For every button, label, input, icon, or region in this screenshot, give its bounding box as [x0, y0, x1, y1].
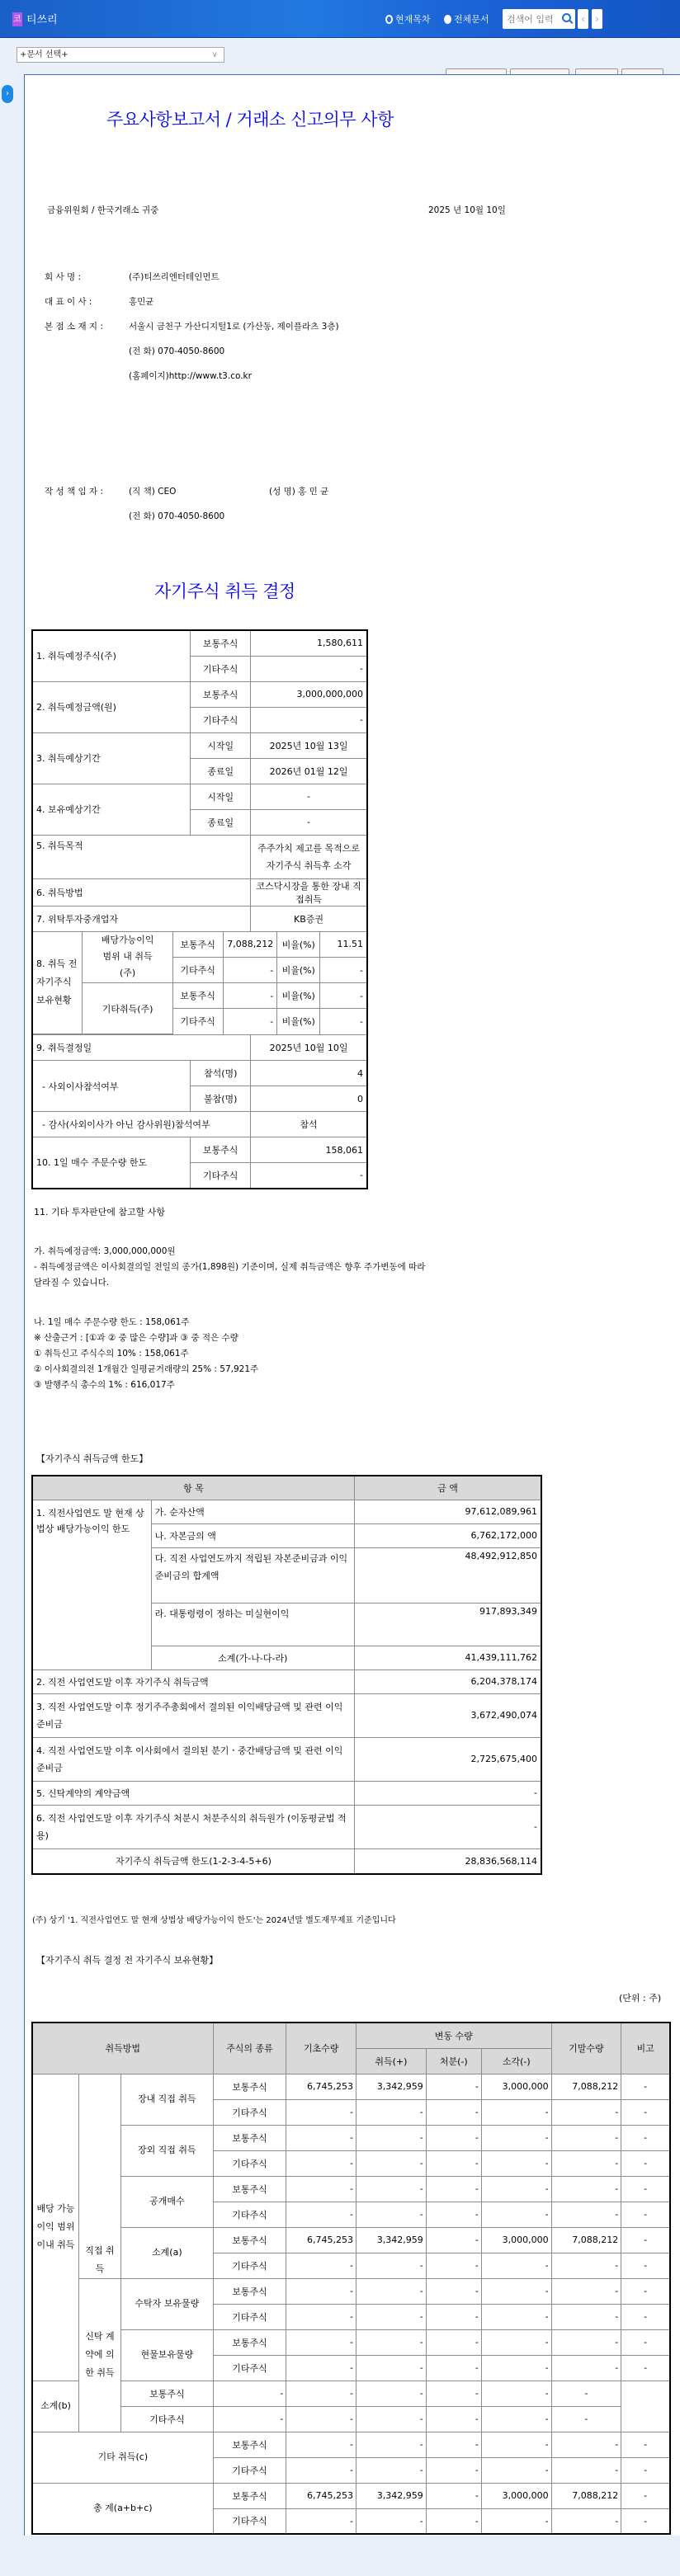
value-cell: - [251, 656, 367, 681]
writer-phone: (전 화) 070-4050-8600 [129, 511, 225, 521]
quantity-cell: 6,745,253 [286, 2483, 357, 2508]
holding-body [32, 2074, 670, 2534]
radio-filled-icon [444, 15, 451, 24]
radio-current-toc[interactable] [385, 12, 431, 26]
value-cell: 3,000,000,000 [251, 681, 367, 707]
row8-label: 8. 취득 전 자기주식 보유현황 [33, 932, 83, 1034]
value-cell: 1,580,611 [251, 630, 367, 656]
note-line: - 취득예정금액은 이사회결의일 전일의 종가(1,898원) 기준이며, 실제 취득금액은 향후 주가변동에 따라 [34, 1262, 426, 1272]
quantity-cell: - [481, 2457, 551, 2483]
quantity-cell: - [426, 2278, 481, 2304]
row7-label: 7. 위탁투자중개업자 [32, 906, 251, 931]
quantity-cell: - [286, 2304, 357, 2329]
share-kind-cell: 보통주식 [213, 2483, 286, 2508]
quantity-cell: - [286, 2432, 357, 2457]
quantity-cell: 6,745,253 [286, 2227, 357, 2253]
header-kind: 주식의 종류 [213, 2023, 286, 2074]
quantity-cell: - [357, 2253, 427, 2278]
limit-row-label: 다. 직전 사업연도까지 적립된 자본준비금과 이익준비금의 합계액 [151, 1547, 354, 1603]
quantity-cell: - [357, 2176, 427, 2202]
share-type-common: 보통주식 [191, 681, 251, 707]
quantity-cell: - [426, 2227, 481, 2253]
quantity-cell: - [481, 2150, 551, 2176]
header-end: 기말수량 [551, 2023, 621, 2074]
quantity-cell: - [621, 2125, 670, 2150]
radio-current-label: 현재목차 [395, 14, 431, 25]
tender-label: 공개매수 [121, 2176, 214, 2227]
quantity-cell: - [621, 2329, 670, 2355]
limit-row-label: 6. 직전 사업연도말 이후 자기주식 처분시 처분주식의 취득원가 (이동평균법 적용) [32, 1805, 354, 1848]
quantity-cell: - [551, 2202, 621, 2227]
other-acq-label: 기타 취득(c) [32, 2432, 213, 2483]
quantity-cell: - [551, 2457, 621, 2483]
row6-label: 6. 취득방법 [32, 878, 251, 906]
quantity-cell: 3,000,000 [481, 2074, 551, 2099]
limit-row-amount: 6,762,172,000 [354, 1523, 541, 1547]
quantity-cell: - [621, 2304, 670, 2329]
quantity-cell: - [481, 2406, 551, 2432]
table-row [32, 2074, 670, 2099]
header-change: 변동 수량 [357, 2023, 552, 2048]
quantity-cell: - [621, 2508, 670, 2534]
quantity-cell: - [286, 2329, 357, 2355]
share-kind-cell: 기타주식 [213, 2202, 286, 2227]
quantity-cell: - [481, 2304, 551, 2329]
chevron-down-icon: ∨ [211, 50, 218, 59]
next-result-button[interactable]: › [592, 9, 602, 29]
quantity-cell: - [426, 2202, 481, 2227]
header-begin: 기초수량 [286, 2023, 357, 2074]
limit-row-label: 2. 직전 사업연도말 이후 자기주식 취득금액 [32, 1669, 354, 1693]
share-kind-cell: 기타주식 [121, 2406, 214, 2432]
quantity-cell: - [286, 2253, 357, 2278]
table-row [32, 2406, 670, 2432]
writer-name: (성 명) 홍 민 균 [269, 487, 329, 497]
sidebar-toggle-button[interactable]: › [2, 85, 13, 103]
ratio-label: 비율(%) [277, 958, 320, 983]
quantity-cell: - [357, 2278, 427, 2304]
auditor-label: - 감사(사외이사가 아닌 감사위원)참석여부 [32, 1112, 251, 1137]
share-kind-cell: 보통주식 [213, 2125, 286, 2150]
other-acq-label: 기타취득(주) [83, 983, 172, 1034]
header-item: 항 목 [32, 1476, 354, 1500]
quantity-cell: - [286, 2508, 357, 2534]
radio-all-label: 전체문서 [454, 14, 489, 25]
purpose-cell [251, 835, 367, 878]
quantity-cell: - [426, 2483, 481, 2508]
quantity-cell: - [551, 2432, 621, 2457]
value-cell: - [320, 983, 366, 1009]
start-date-label: 시작일 [191, 784, 251, 809]
quantity-cell: - [426, 2099, 481, 2125]
company-phone: (전 화) 070-4050-8600 [129, 346, 225, 356]
ceo-name: 홍민균 [129, 297, 154, 307]
quantity-cell: - [551, 2329, 621, 2355]
search-input[interactable] [503, 9, 560, 29]
quantity-cell: - [621, 2074, 670, 2099]
trust-group-label: 신탁 계약에 의한 취득 [78, 2278, 120, 2432]
physical-holding-label: 현물보유물량 [121, 2329, 214, 2381]
quantity-cell: - [357, 2099, 427, 2125]
direct-acq-group-label: 직접 취득 [78, 2074, 120, 2278]
note-line: 달라질 수 있습니다. [34, 1278, 110, 1288]
holding-table [31, 2022, 671, 2535]
quantity-cell: - [426, 2150, 481, 2176]
value-cell: 2026년 01월 12일 [251, 758, 367, 784]
document-select[interactable] [17, 47, 224, 63]
onmarket-label: 장내 직접 취득 [121, 2074, 214, 2125]
share-kind-cell: 보통주식 [213, 2074, 286, 2099]
row8-container [32, 931, 367, 1035]
ratio-label: 비율(%) [277, 932, 320, 958]
report-date: 2025 년 10월 10일 [428, 205, 506, 215]
quantity-cell: - [551, 2125, 621, 2150]
share-kind-cell: 기타주식 [213, 2508, 286, 2534]
limit-row-amount: - [354, 1805, 541, 1848]
quantity-cell: - [426, 2457, 481, 2483]
quantity-cell: - [213, 2381, 286, 2406]
quantity-cell: - [426, 2355, 481, 2381]
limit-row-label: 5. 신탁계약의 계약금액 [32, 1781, 354, 1805]
writer-label: 작 성 책 임 자 : [45, 487, 103, 497]
row5-label: 5. 취득목적 [32, 835, 251, 878]
share-kind-cell: 기타주식 [213, 2099, 286, 2125]
search-icon[interactable] [562, 13, 571, 22]
quantity-cell: - [357, 2355, 427, 2381]
table-row [32, 2125, 670, 2150]
header-remark: 비고 [621, 2023, 670, 2074]
quantity-cell: - [621, 2432, 670, 2457]
quantity-cell: - [621, 2278, 670, 2304]
limit-row-amount: - [354, 1781, 541, 1805]
share-kind-cell: 기타주식 [213, 2457, 286, 2483]
quantity-cell: 3,000,000 [481, 2483, 551, 2508]
ratio-label: 비율(%) [277, 1009, 320, 1034]
share-kind-cell: 보통주식 [121, 2381, 214, 2406]
quantity-cell: - [286, 2457, 357, 2483]
quantity-cell: - [481, 2278, 551, 2304]
limit-row-label: 4. 직전 사업연도말 이후 이사회에서 결의된 분기ㆍ중간배당금액 및 관련 이익준비금 [32, 1737, 354, 1781]
limit-row-amount: 3,672,490,074 [354, 1693, 541, 1737]
share-type-other: 기타주식 [191, 707, 251, 732]
quantity-cell: - [426, 2329, 481, 2355]
row3-label: 3. 취득예상기간 [32, 732, 191, 784]
quantity-cell: - [286, 2150, 357, 2176]
limit-row-amount: 6,204,378,174 [354, 1669, 541, 1693]
recipient: 금융위원회 / 한국거래소 귀중 [47, 205, 159, 215]
quantity-cell: - [426, 2125, 481, 2150]
quantity-cell: - [621, 2253, 670, 2278]
end-date-label: 종료일 [191, 758, 251, 784]
quantity-cell: - [286, 2176, 357, 2202]
quantity-cell: - [357, 2508, 427, 2534]
address-label: 본 점 소 재 지 : [45, 322, 103, 332]
quantity-cell: - [286, 2202, 357, 2227]
total-label: 총 계(a+b+c) [32, 2483, 213, 2534]
note-line: ③ 발행주식 총수의 1% : 616,017주 [34, 1380, 175, 1390]
limit-row-label: 나. 자본금의 액 [151, 1523, 354, 1547]
share-type-common: 보통주식 [191, 630, 251, 656]
quantity-cell: - [481, 2432, 551, 2457]
header-dispose: 처분(-) [426, 2048, 481, 2074]
share-type-other: 기타주식 [172, 1009, 223, 1034]
quantity-cell: - [481, 2355, 551, 2381]
quantity-cell: - [357, 2432, 427, 2457]
share-kind-cell: 기타주식 [213, 2355, 286, 2381]
notes-heading: 11. 기타 투자판단에 참고할 사항 [34, 1207, 165, 1217]
share-kind-cell: 보통주식 [213, 2278, 286, 2304]
limit-table [31, 1475, 542, 1875]
quantity-cell: 3,342,959 [357, 2227, 427, 2253]
section-title: 자기주식 취득 결정 [154, 582, 295, 601]
trustee-holding-label: 수탁자 보유물량 [121, 2278, 214, 2329]
table-row [32, 2329, 670, 2355]
table-row [32, 2381, 670, 2406]
prev-result-button[interactable]: ‹ [578, 9, 588, 29]
search-box [503, 9, 575, 29]
quantity-cell: 3,342,959 [357, 2483, 427, 2508]
quantity-cell: - [481, 2329, 551, 2355]
subtotal-a-label: 소계(a) [121, 2227, 214, 2278]
quantity-cell: - [481, 2176, 551, 2202]
quantity-cell: - [286, 2125, 357, 2150]
company-logo-icon: 코 [12, 12, 22, 26]
quantity-cell: - [357, 2329, 427, 2355]
share-kind-cell: 기타주식 [213, 2150, 286, 2176]
start-date-label: 시작일 [191, 732, 251, 758]
share-type-other: 기타주식 [191, 656, 251, 681]
share-kind-cell: 기타주식 [213, 2304, 286, 2329]
radio-empty-icon [385, 15, 393, 24]
value-cell: 2025년 10월 10일 [251, 1035, 367, 1061]
dividend-range-label: 배당가능이익 범위 내 취득(주) [83, 932, 172, 983]
limit-row-label: 가. 순자산액 [151, 1500, 354, 1523]
value-cell: - [320, 1009, 366, 1034]
quantity-cell: - [621, 2099, 670, 2125]
note-line: 가. 취득예정금액: 3,000,000,000원 [34, 1246, 176, 1256]
table-row [32, 2278, 670, 2304]
quantity-cell: - [551, 2278, 621, 2304]
end-date-label: 종료일 [191, 809, 251, 835]
limit-group1-label: 1. 직전사업연도 말 현재 상법상 배당가능이익 한도 [32, 1500, 151, 1669]
quantity-cell: - [426, 2176, 481, 2202]
share-type-common: 보통주식 [172, 983, 223, 1009]
holding-subtable [33, 932, 366, 1035]
quantity-cell: - [357, 2150, 427, 2176]
quantity-cell: - [551, 2355, 621, 2381]
quantity-cell: - [481, 2202, 551, 2227]
table-row [32, 2176, 670, 2202]
limit-total-amount: 28,836,568,114 [354, 1848, 541, 1874]
quantity-cell: - [481, 2381, 551, 2406]
quantity-cell: - [621, 2355, 670, 2381]
quantity-cell: - [621, 2457, 670, 2483]
limit-row-label: 3. 직전 사업연도말 이후 정기주주총회에서 결의된 이익배당금액 및 관련 이익준비금 [32, 1693, 354, 1737]
offmarket-label: 장외 직접 취득 [121, 2125, 214, 2176]
quantity-cell: - [481, 2099, 551, 2125]
decision-table [31, 629, 368, 1189]
quantity-cell: - [621, 2202, 670, 2227]
table-row [32, 2432, 670, 2457]
limit-subtotal-label: 소계(가-나-다-라) [151, 1646, 354, 1669]
absent-label: 불참(명) [191, 1086, 251, 1112]
quantity-cell: - [286, 2406, 357, 2432]
limit-row-amount: 48,492,912,850 [354, 1547, 541, 1603]
writer-position: (직 책) CEO [129, 487, 177, 497]
limit-footnote: (주) 상기 '1. 직전사업연도 말 현재 상법상 배당가능이익 한도'는 2024년말 별도재무제표 기준입니다 [32, 1916, 396, 1925]
top-bar [0, 0, 680, 38]
value-cell: - [251, 809, 367, 835]
quantity-cell: 7,088,212 [551, 2074, 621, 2099]
limit-subtotal-amount: 41,439,111,762 [354, 1646, 541, 1669]
company-name-label: 회 사 명 : [45, 272, 81, 282]
document-page [24, 74, 680, 2536]
quantity-cell: 7,088,212 [551, 2483, 621, 2508]
quantity-cell: - [286, 2278, 357, 2304]
row1-label: 1. 취득예정주식(주) [32, 630, 191, 681]
quantity-cell: - [286, 2381, 357, 2406]
header-retire: 소각(-) [481, 2048, 551, 2074]
quantity-cell: - [357, 2457, 427, 2483]
quantity-cell: - [621, 2150, 670, 2176]
limit-row-amount: 97,612,089,961 [354, 1500, 541, 1523]
quantity-cell: - [426, 2304, 481, 2329]
value-cell: 4 [251, 1061, 367, 1086]
value-cell: 2025년 10월 13일 [251, 732, 367, 758]
header-acquire: 취득(+) [357, 2048, 427, 2074]
ratio-label: 비율(%) [277, 983, 320, 1009]
document-select-value: +문서 선택+ [20, 50, 68, 59]
quantity-cell: - [286, 2355, 357, 2381]
quantity-cell: - [357, 2304, 427, 2329]
holding-section-title: 【자기주식 취득 결정 전 자기주식 보유현황】 [36, 1955, 219, 1966]
row9-label: 9. 취득결정일 [32, 1035, 251, 1061]
share-kind-cell: 보통주식 [213, 2329, 286, 2355]
note-line: ① 취득신고 주식수의 10% : 158,061주 [34, 1349, 189, 1359]
quantity-cell: 3,342,959 [357, 2074, 427, 2099]
quantity-cell: - [426, 2253, 481, 2278]
quantity-cell: - [426, 2074, 481, 2099]
value-cell: 7,088,212 [223, 932, 277, 958]
value-cell: 158,061 [251, 1137, 367, 1163]
ceo-label: 대 표 이 사 : [45, 297, 92, 307]
value-cell: 11.51 [320, 932, 366, 958]
quantity-cell: - [357, 2406, 427, 2432]
quantity-cell: - [551, 2508, 621, 2534]
quantity-cell: - [426, 2406, 481, 2432]
value-cell: - [320, 958, 366, 983]
share-kind-cell: 기타주식 [213, 2253, 286, 2278]
share-kind-cell: 보통주식 [213, 2227, 286, 2253]
quantity-cell: - [621, 2176, 670, 2202]
limit-row-amount: 2,725,675,400 [354, 1737, 541, 1781]
quantity-cell: - [551, 2381, 621, 2406]
share-type-common: 보통주식 [191, 1137, 251, 1163]
purpose-line-2: 자기주식 취득후 소각 [266, 859, 352, 871]
quantity-cell: 7,088,212 [551, 2227, 621, 2253]
quantity-cell: - [621, 2227, 670, 2253]
share-type-common: 보통주식 [172, 932, 223, 958]
value-cell: - [223, 1009, 277, 1034]
app-title: 티쓰리 [26, 14, 58, 26]
note-line: ② 이사회결의전 1개월간 일평균거래량의 25% : 57,921주 [34, 1364, 259, 1374]
value-cell: 참석 [251, 1112, 367, 1137]
limit-total-label: 자기주식 취득금액 한도(1-2-3-4-5+6) [32, 1848, 354, 1874]
value-cell: 0 [251, 1086, 367, 1112]
share-type-other: 기타주식 [191, 1163, 251, 1189]
quantity-cell: - [357, 2202, 427, 2227]
value-cell: - [223, 983, 277, 1009]
quantity-cell: - [481, 2508, 551, 2534]
radio-all-docs[interactable] [444, 12, 489, 26]
report-title: 주요사항보고서 / 거래소 신고의무 사항 [106, 110, 394, 130]
address: 서울시 금천구 가산디지털1로 (가산동, 제이플라츠 3층) [129, 322, 339, 332]
quantity-cell: - [551, 2176, 621, 2202]
quantity-cell: - [286, 2099, 357, 2125]
limit-section-title: 【자기주식 취득금액 한도】 [36, 1453, 149, 1464]
quantity-cell: 6,745,253 [286, 2074, 357, 2099]
quantity-cell: - [551, 2304, 621, 2329]
quantity-cell: - [551, 2150, 621, 2176]
quantity-cell: - [481, 2253, 551, 2278]
share-kind-cell: 보통주식 [213, 2432, 286, 2457]
note-line: ※ 산출근거 : [①과 ② 중 많은 수량]과 ③ 중 적은 수량 [34, 1333, 238, 1343]
value-cell: 코스닥시장을 통한 장내 직접취득 [251, 878, 367, 906]
table-row [32, 2483, 670, 2508]
quantity-cell: - [621, 2483, 670, 2508]
quantity-cell: - [426, 2508, 481, 2534]
quantity-cell: - [357, 2125, 427, 2150]
dividend-range-group-label: 배당 가능 이익 범위 이내 취득 [32, 2074, 78, 2381]
share-type-other: 기타주식 [172, 958, 223, 983]
purpose-line-1: 주주가치 제고를 목적으로 [257, 842, 360, 854]
share-kind-cell: 보통주식 [213, 2176, 286, 2202]
unit-label: (단위 : 주) [619, 1993, 662, 2004]
quantity-cell: - [213, 2406, 286, 2432]
company-homepage: (홈페이지)http://www.t3.co.kr [129, 371, 252, 381]
quantity-cell: - [551, 2406, 621, 2432]
company-name: (주)티쓰리엔터테인먼트 [129, 272, 220, 282]
quantity-cell: - [357, 2381, 427, 2406]
header-amount: 금 액 [354, 1476, 541, 1500]
value-cell: - [251, 784, 367, 809]
quantity-cell: - [426, 2381, 481, 2406]
row2-label: 2. 취득예정금액(원) [32, 681, 191, 732]
note-line: 나. 1일 매수 주문수량 한도 : 158,061주 [34, 1317, 190, 1327]
value-cell: KB증권 [251, 906, 367, 931]
value-cell: - [251, 707, 367, 732]
quantity-cell: 3,000,000 [481, 2227, 551, 2253]
value-cell: - [251, 1163, 367, 1189]
quantity-cell: - [426, 2432, 481, 2457]
table-row [32, 2227, 670, 2253]
quantity-cell: - [551, 2253, 621, 2278]
quantity-cell: - [481, 2125, 551, 2150]
header-method: 취득방법 [32, 2023, 213, 2074]
quantity-cell: - [551, 2099, 621, 2125]
row4-label: 4. 보유예상기간 [32, 784, 191, 835]
row10-label: 10. 1일 매수 주문수량 한도 [32, 1137, 191, 1189]
limit-row-label: 라. 대통령령이 정하는 미실현이익 [151, 1603, 354, 1646]
value-cell: - [223, 958, 277, 983]
attend-label: 참석(명) [191, 1061, 251, 1086]
subtotal-b-label: 소계(b) [32, 2381, 78, 2432]
limit-row-amount: 917,893,349 [354, 1603, 541, 1646]
outside-director-label: - 사외이사참석여부 [32, 1061, 191, 1112]
